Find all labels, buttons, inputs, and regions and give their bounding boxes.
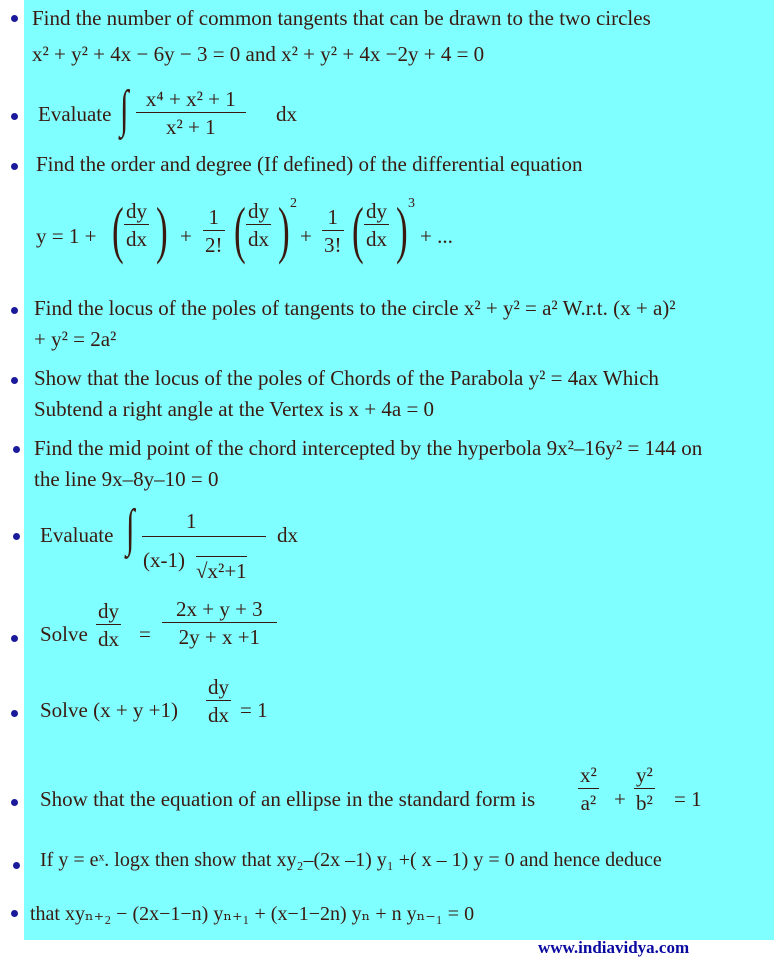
q3-half — [203, 204, 225, 259]
site-url[interactable]: www.indiavidya.com — [538, 938, 690, 957]
paren-left: ( — [352, 194, 364, 265]
q7-fraction-bar — [142, 536, 266, 537]
q1-line2: x² + y² + 4x − 6y − 3 = 0 and x² + y² + 4x −2y + 4 = 0 — [32, 42, 485, 66]
paren-left: ( — [112, 194, 124, 265]
bullet — [11, 113, 18, 120]
bullet — [13, 446, 20, 453]
bullet — [11, 799, 18, 806]
q3-exp3: 3 — [408, 196, 415, 211]
q8-dy: dy — [98, 599, 119, 623]
paren-right: ) — [278, 194, 290, 265]
q3-dy: dy — [126, 199, 147, 223]
q7-den-b: √x²+1 — [196, 556, 247, 583]
q10-y-fraction — [634, 762, 655, 817]
q10-den2: b² — [634, 788, 655, 817]
q11-text: If y = eˣ. logx then show that xy₂–(2x –1) y₁ +( x – 1) y = 0 and hence deduce — [40, 849, 662, 871]
q10-text: Show that the equation of an ellipse in the standard form is — [40, 787, 536, 811]
paren-right: ) — [396, 194, 408, 265]
q3-plus: + — [300, 224, 312, 248]
q2-fraction — [136, 86, 246, 141]
q8-dydx — [96, 598, 121, 653]
q3-dx: dx — [124, 224, 149, 253]
q8-numerator: 2x + y + 3 — [176, 597, 263, 621]
q7-numerator: 1 — [186, 509, 197, 533]
q8-solve: Solve — [40, 622, 88, 646]
integral-sign: ∫ — [120, 81, 129, 138]
paren-right: ) — [156, 194, 168, 265]
q8-equals: = — [139, 622, 151, 646]
q1-line1: Find the number of common tangents that can be drawn to the two circles — [32, 6, 651, 30]
q3-eq-start: y = 1 + — [36, 224, 97, 248]
q7-den-a: (x-1) — [143, 548, 185, 572]
q3-dx: dx — [246, 224, 271, 253]
q9-solve: Solve (x + y +1) — [40, 698, 179, 722]
q3-third — [322, 204, 344, 259]
q3-dydx-2 — [246, 198, 271, 253]
q3-text: Find the order and degree (If defined) of the differential equation — [36, 152, 583, 176]
q5-line2: Subtend a right angle at the Vertex is x + 4a = 0 — [34, 397, 435, 421]
q3-dx: dx — [364, 224, 389, 253]
q7-evaluate: Evaluate — [40, 523, 114, 547]
q9-dy: dy — [208, 675, 229, 699]
q10-plus: + — [614, 787, 626, 811]
q3-dy: dy — [366, 199, 387, 223]
q6-line2: the line 9x–8y–10 = 0 — [34, 467, 219, 491]
q10-rhs: = 1 — [674, 787, 702, 811]
q3-fact3: 3! — [322, 230, 344, 259]
q9-rhs: = 1 — [240, 698, 268, 722]
q3-fact2: 2! — [203, 230, 225, 259]
integral-sign: ∫ — [126, 500, 135, 557]
q9-dx: dx — [206, 700, 231, 729]
q3-tail: + ... — [420, 224, 453, 248]
q3-plus: + — [180, 224, 192, 248]
q5-line1: Show that the locus of the poles of Chords of the Parabola y² = 4ax Which — [34, 366, 659, 390]
q10-num1: x² — [580, 763, 597, 787]
q10-num2: y² — [636, 763, 653, 787]
bullet — [11, 163, 18, 170]
q8-denominator: 2y + x +1 — [162, 622, 277, 651]
q2-dx: dx — [276, 102, 297, 126]
bullet — [11, 635, 18, 642]
q10-x-fraction — [578, 762, 599, 817]
q7-dx: dx — [277, 523, 298, 547]
q2-denominator: x² + 1 — [136, 112, 246, 141]
q3-exp2: 2 — [290, 196, 297, 211]
q6-line1: Find the mid point of the chord intercepted by the hyperbola 9x²–16y² = 144 on — [34, 436, 703, 460]
q2-evaluate: Evaluate — [38, 102, 112, 126]
q12-text: that xyₙ₊₂ − (2x−1−n) yₙ₊₁ + (x−1−2n) yₙ + n yₙ₋₁ = 0 — [30, 903, 475, 925]
q10-den1: a² — [578, 788, 599, 817]
q2-numerator: x⁴ + x² + 1 — [145, 87, 236, 111]
q3-dydx-3 — [364, 198, 389, 253]
q9-dydx — [206, 674, 231, 729]
q3-dy: dy — [248, 199, 269, 223]
bullet — [11, 377, 18, 384]
bullet — [11, 307, 18, 314]
q3-one: 1 — [327, 205, 338, 229]
paren-left: ( — [234, 194, 246, 265]
q4-line1: Find the locus of the poles of tangents to the circle x² + y² = a² W.r.t. (x + a)² — [34, 296, 676, 320]
bullet — [13, 533, 20, 540]
q3-one: 1 — [208, 205, 219, 229]
bullet — [11, 710, 18, 717]
q8-rhs-fraction — [162, 596, 277, 651]
bullet — [11, 15, 18, 22]
q3-dydx-1 — [124, 198, 149, 253]
bullet — [11, 910, 18, 917]
q8-dx: dx — [96, 624, 121, 653]
bullet — [13, 862, 20, 869]
q4-line2: + y² = 2a² — [34, 327, 117, 351]
